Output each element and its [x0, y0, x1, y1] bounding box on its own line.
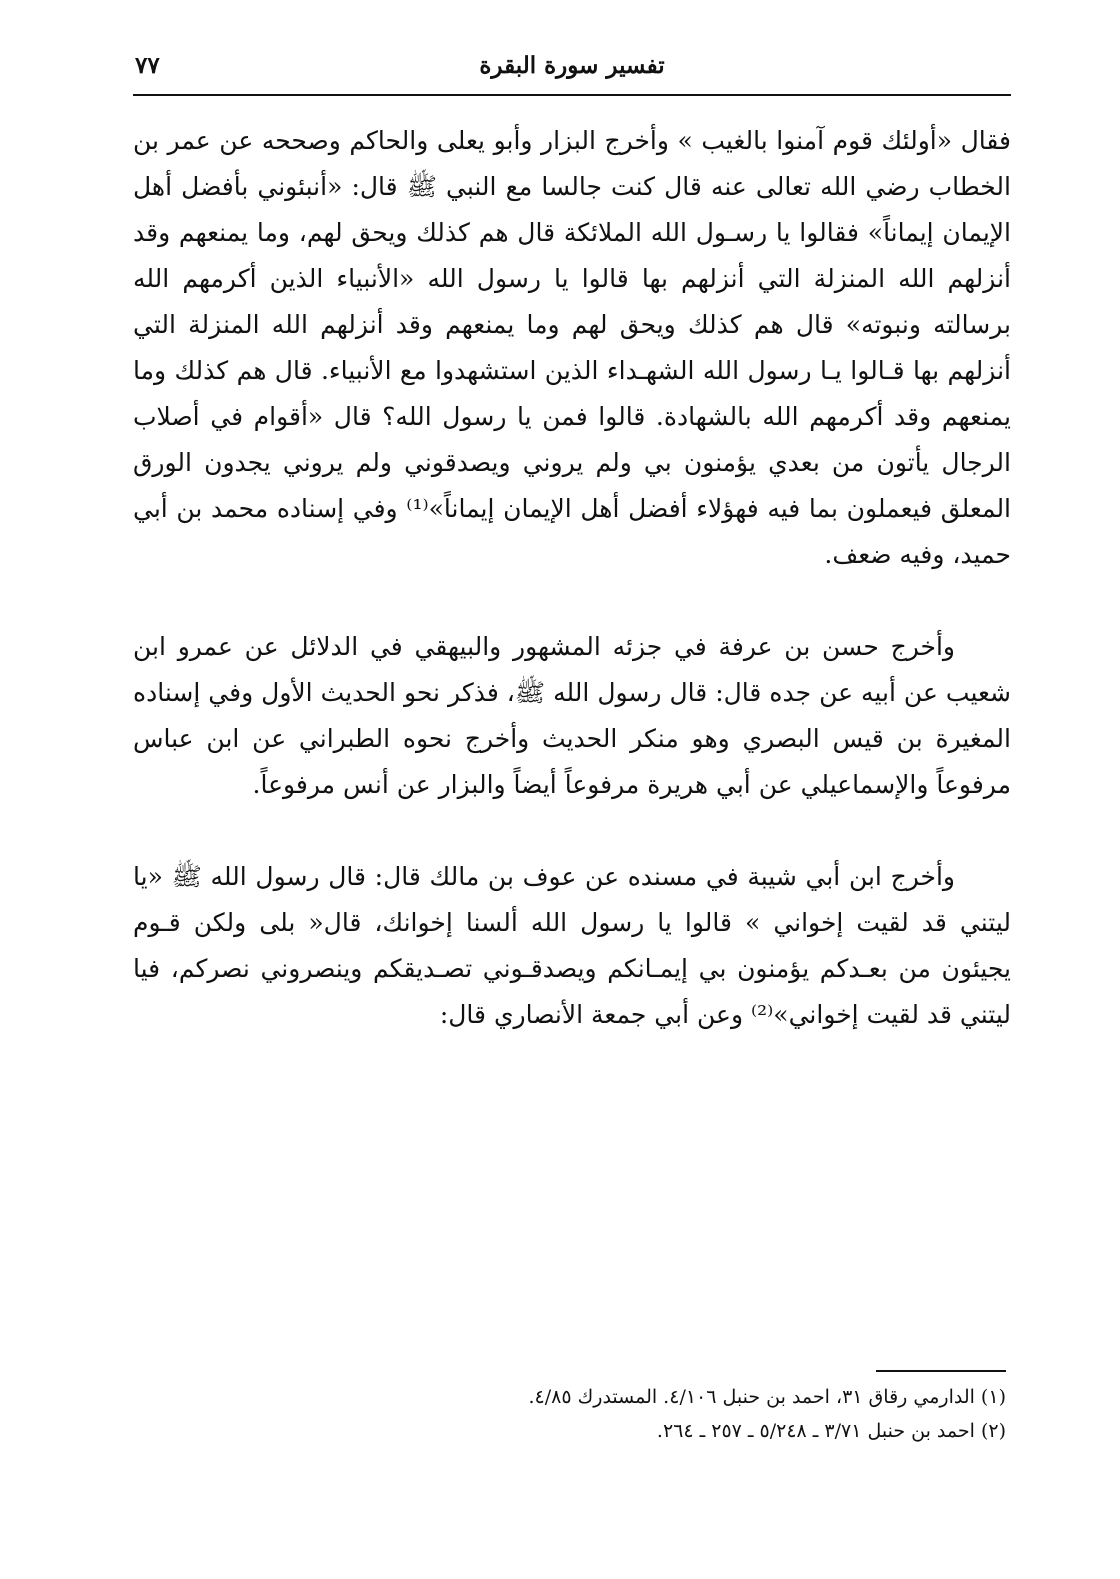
paragraph-3: وأخرج ابن أبي شيبة في مسنده عن عوف بن مالك قال: قال رسول الله ﷺ «يا ليتني قد لقيت إخواني » قالوا يا رسول الله ألسنا إخوانك، قال« بلى ولكن قـوم يجيئون من بعـدكم يؤمنون بي إيمـانكم ويصدقـوني تصـديقكم وينصروني نصركم، فيا ليتني قد لقيت إخواني»⁽²⁾ وعن أبي جمعة الأنصاري قال:	[133, 862, 1011, 1029]
paragraph-2: وأخرج حسن بن عرفة في جزئه المشهور والبيهقي في الدلائل عن عمرو ابن شعيب عن أبيه عن جده قال: قال رسول الله ﷺ، فذكر نحو الحديث الأول وفي إسناده المغيرة بن قيس البصري وهو منكر الحديث وأخرج نحوه الطبراني عن ابن عباس مرفوعاً والإسماعيلي عن أبي هريرة مرفوعاً أيضاً والبزار عن أنس مرفوعاً.	[133, 632, 1011, 799]
body-text	[133, 118, 1011, 1038]
page-number: ٧٧	[135, 52, 160, 79]
footnote-2: (٢) احمد بن حنبل ٣/٧١ ـ ٥/٢٤٨ ـ ٢٥٧ ـ ٢٦٤.	[656, 1420, 1006, 1442]
footnote-rule	[876, 1370, 1006, 1372]
header-rule	[133, 94, 1011, 96]
paragraph-1: فقال «أولئك قوم آمنوا بالغيب » وأخرج البزار وأبو يعلى والحاكم وصححه عن عمر بن الخطاب رضي الله تعالى عنه قال كنت جالسا مع النبي ﷺ قال: «أنبئوني بأفضل أهل الإيمان إيماناً» فقالوا يا رسـول الله الملائكة قال هم كذلك ويحق لهم، وما يمنعهم وقد أنزلهم الله المنزلة التي أنزلهم بها قالوا يا رسول الله «الأنبياء الذين أكرمهم الله برسالته ونبوته» قال هم كذلك ويحق لهم وما يمنعهم وقد أنزلهم الله المنزلة التي أنزلهم بها قـالوا يـا رسول الله الشهـداء الذين استشهدوا مع الأنبياء. قال هم كذلك وما يمنعهم وقد أكرمهم الله بالشهادة. قالوا فمن يا رسول الله؟ قال «أقوام في أصلاب الرجال يأتون من بعدي يؤمنون بي ولم يروني ويصدقوني ولم يروني يجدون الورق المعلق فيعملون بما فيه فهؤلاء أفضل أهل الإيمان إيماناً»⁽¹⁾ وفي إسناده محمد بن أبي حميد، وفيه ضعف.	[133, 126, 1012, 569]
page-header	[133, 50, 1011, 90]
footnotes	[380, 1380, 1006, 1448]
footnote-1: (١) الدارمي رقاق ٣١، احمد بن حنبل ٤/١٠٦. المستدرك ٤/٨٥.	[528, 1386, 1006, 1408]
running-title: تفسير سورة البقرة	[479, 52, 665, 79]
